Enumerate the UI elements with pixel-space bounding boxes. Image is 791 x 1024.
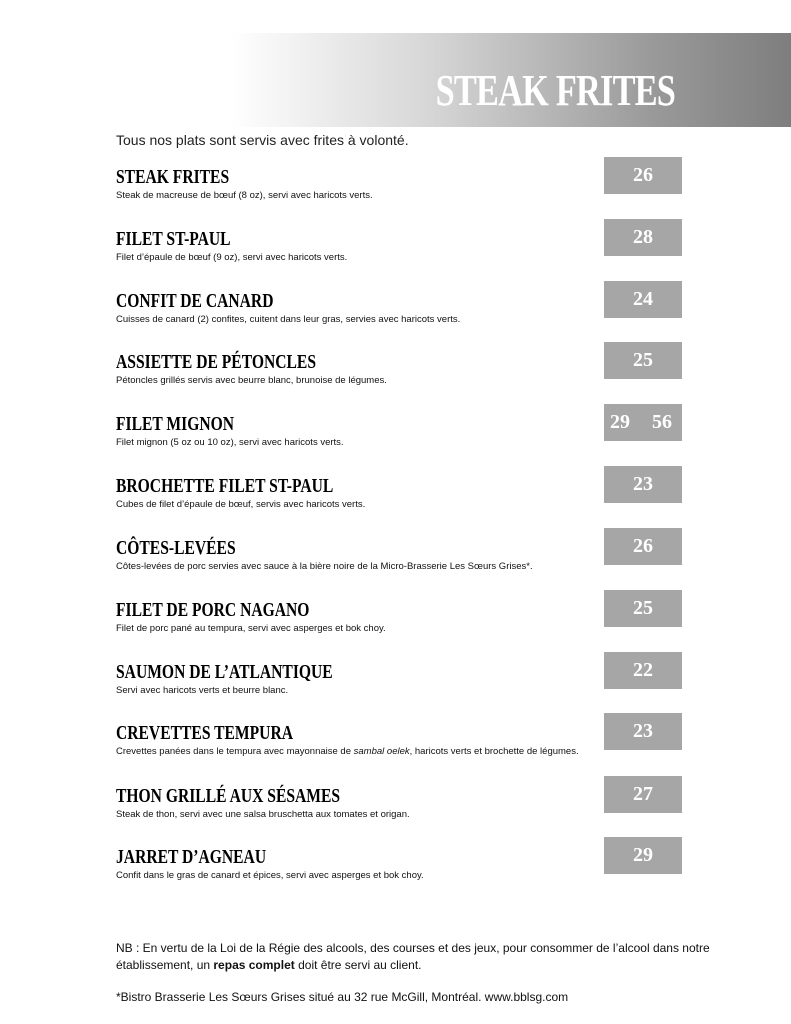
- intro-text: Tous nos plats sont servis avec frites à volonté.: [116, 132, 409, 148]
- item-name: THON GRILLÉ AUX SÉSAMES: [116, 785, 341, 807]
- item-description: Filet d’épaule de bœuf (9 oz), servi avec haricots verts.: [116, 252, 348, 263]
- item-price-small: 29: [610, 411, 630, 433]
- item-description-part: , haricots verts et brochette de légumes.: [409, 746, 579, 757]
- legal-note-text: NB : En vertu de la Loi de la Régie des alcools, des courses et des jeux, pour consommer de l’alcool dans notre établissement, un: [116, 941, 710, 972]
- menu-item: [116, 413, 682, 453]
- menu-item: [116, 290, 682, 330]
- item-description: Steak de thon, servi avec une salsa bruschetta aux tomates et origan.: [116, 809, 410, 820]
- item-price: 24: [604, 281, 682, 318]
- item-price: 23: [604, 713, 682, 750]
- item-price: 29: [604, 837, 682, 874]
- item-description: Cubes de filet d’épaule de bœuf, servis avec haricots verts.: [116, 499, 366, 510]
- legal-note-text: doit être servi au client.: [294, 958, 422, 972]
- item-description: Filet de porc pané au tempura, servi avec asperges et bok choy.: [116, 623, 386, 634]
- menu-item: [116, 228, 682, 268]
- item-description: Filet mignon (5 oz ou 10 oz), servi avec haricots verts.: [116, 437, 344, 448]
- menu-item: [116, 475, 682, 515]
- item-name: JARRET D’AGNEAU: [116, 846, 267, 868]
- item-description: Cuisses de canard (2) confites, cuitent dans leur gras, servies avec haricots verts.: [116, 314, 461, 325]
- item-price: 28: [604, 219, 682, 256]
- item-name: ASSIETTE DE PÉTONCLES: [116, 351, 316, 373]
- item-price-large: 56: [652, 411, 672, 433]
- item-name: CONFIT DE CANARD: [116, 290, 274, 312]
- item-description: Confit dans le gras de canard et épices, servi avec asperges et bok choy.: [116, 870, 424, 881]
- menu-item: [116, 785, 682, 825]
- item-description: Pétoncles grillés servis avec beurre blanc, brunoise de légumes.: [116, 375, 387, 386]
- price-column-label: $ Plat: [618, 125, 675, 150]
- menu-item: [116, 537, 682, 577]
- item-price: 23: [604, 466, 682, 503]
- menu-item: [116, 599, 682, 639]
- item-description-part: Crevettes panées dans le tempura avec mayonnaise de: [116, 746, 354, 757]
- item-name: CÔTES-LEVÉES: [116, 537, 236, 559]
- menu-item: [116, 661, 682, 701]
- item-description: Côtes-levées de porc servies avec sauce à la bière noire de la Micro-Brasserie Les Sœurs Grises*.: [116, 561, 533, 572]
- item-name: CREVETTES TEMPURA: [116, 722, 293, 744]
- item-name: FILET DE PORC NAGANO: [116, 599, 310, 621]
- item-price: 22: [604, 652, 682, 689]
- menu-item: [116, 351, 682, 391]
- legal-note: [116, 940, 716, 974]
- item-price: 26: [604, 157, 682, 194]
- menu-item: [116, 846, 682, 886]
- item-description-emphasis: sambal oelek: [353, 746, 410, 757]
- item-price: 25: [604, 590, 682, 627]
- item-name: FILET ST-PAUL: [116, 228, 231, 250]
- item-price: 26: [604, 528, 682, 565]
- legal-note-emphasis: repas complet: [213, 958, 295, 972]
- page-title: STEAK FRITES: [435, 66, 675, 115]
- item-name: FILET MIGNON: [116, 413, 235, 435]
- item-description: Servi avec haricots verts et beurre blanc.: [116, 685, 289, 696]
- menu-item: [116, 166, 682, 206]
- item-name: BROCHETTE FILET ST-PAUL: [116, 475, 334, 497]
- item-price: 25: [604, 342, 682, 379]
- item-name: SAUMON DE L’ATLANTIQUE: [116, 661, 333, 683]
- item-price: [604, 404, 682, 441]
- menu-item: [116, 722, 682, 762]
- footer-address: *Bistro Brasserie Les Sœurs Grises situé au 32 rue McGill, Montréal. www.bblsg.com: [116, 990, 569, 1004]
- item-description: [116, 746, 579, 757]
- item-name: STEAK FRITES: [116, 166, 230, 188]
- item-description: Steak de macreuse de bœuf (8 oz), servi avec haricots verts.: [116, 190, 373, 201]
- item-price: 27: [604, 776, 682, 813]
